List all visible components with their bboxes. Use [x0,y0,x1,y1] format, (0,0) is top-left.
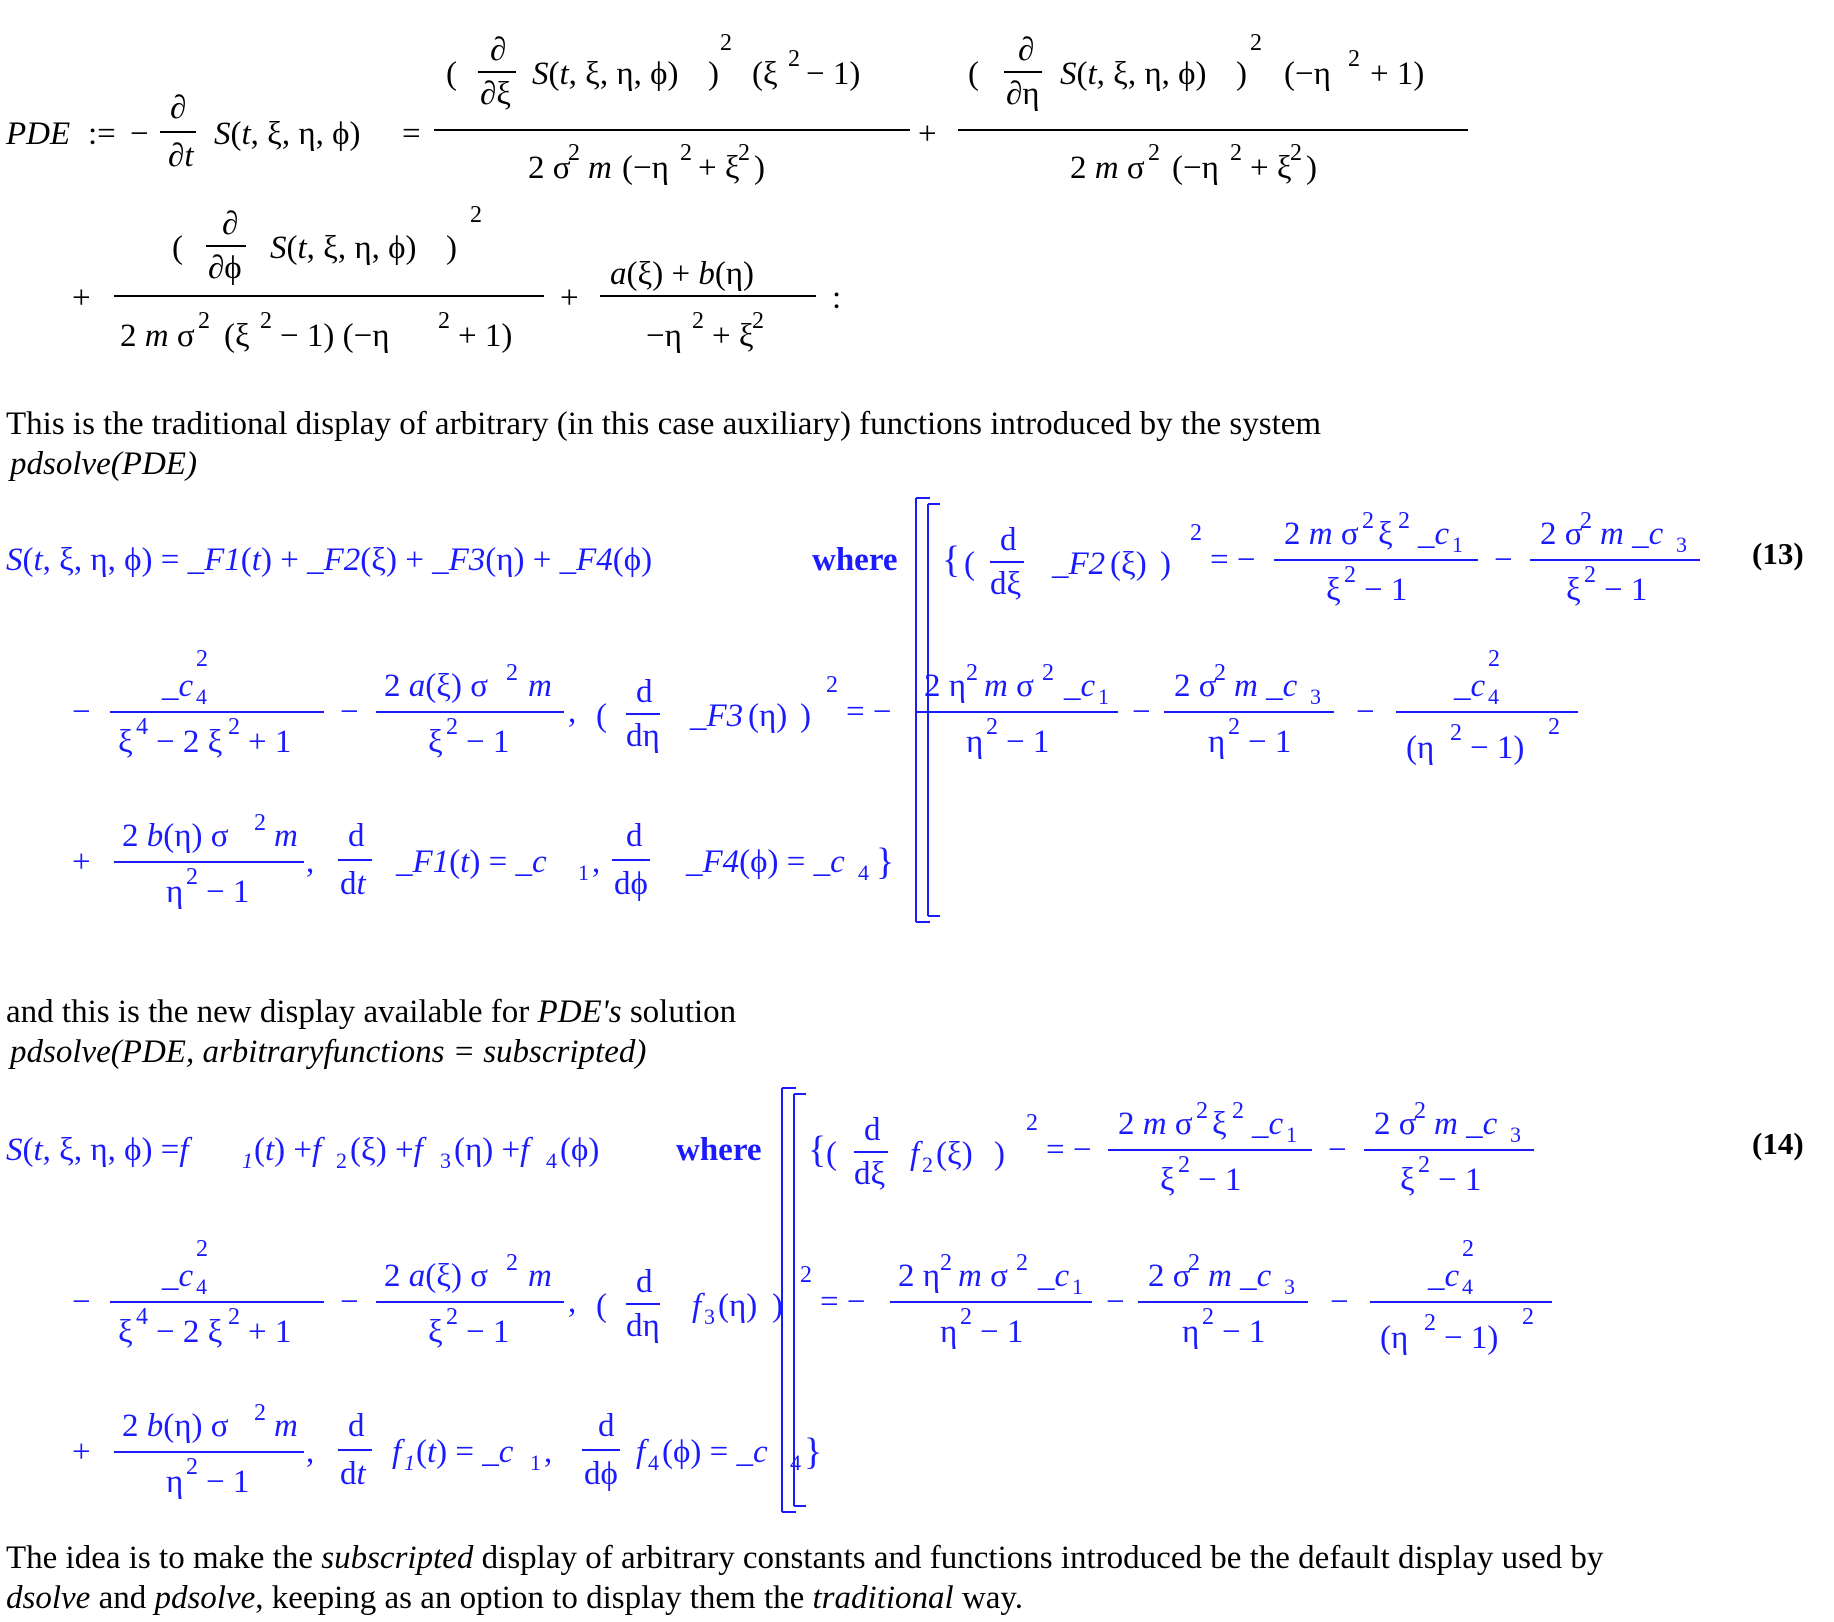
svg-text:− 1: − 1 [1604,572,1648,608]
svg-text::=: := [88,116,116,152]
svg-text:}: } [804,1431,823,1473]
svg-text:(: ( [596,698,607,734]
svg-text:− 1: − 1 [206,874,250,910]
svg-text:4: 4 [546,1148,557,1173]
svg-text:m _c: m _c [1208,1258,1272,1294]
svg-text:where: where [676,1132,762,1168]
svg-text:− 1: − 1 [206,1464,250,1500]
svg-text:): ) [1236,56,1247,92]
svg-text:d: d [626,818,643,854]
svg-text:2: 2 [1580,508,1592,534]
svg-text:): ) [1160,546,1171,582]
svg-text:(η): (η) [748,698,788,734]
svg-text:(η): (η) [718,1288,758,1324]
svg-text:2: 2 [1026,1110,1038,1136]
svg-text:− 1: − 1 [1006,724,1050,760]
svg-text:}: } [876,841,895,883]
svg-text:2 m σ: 2 m σ [1284,516,1359,552]
svg-text:= −: = − [846,694,892,730]
svg-text:2: 2 [1462,1236,1474,1262]
pde-label: PDE [6,116,71,152]
svg-text:(: ( [964,546,975,582]
svg-text:η: η [1208,724,1226,760]
svg-text:S(t, ξ, η, ϕ): S(t, ξ, η, ϕ) [1060,56,1207,92]
svg-text:,: , [568,1284,577,1320]
svg-text:d: d [348,1408,365,1444]
svg-text:(−η: (−η [622,150,669,186]
svg-text:∂: ∂ [222,206,239,242]
svg-text:2: 2 [1488,646,1500,672]
svg-text:1: 1 [1072,1274,1083,1299]
svg-text:∂ϕ: ∂ϕ [208,250,242,286]
svg-text:ξ: ξ [428,1314,443,1350]
svg-text:2: 2 [800,1262,812,1288]
svg-text:ξ: ξ [1326,572,1341,608]
pde-definition-math [0,0,1834,370]
svg-text:− 1: − 1 [980,1314,1024,1350]
svg-text:dt: dt [340,866,366,902]
svg-text:ξ: ξ [428,724,443,760]
svg-text:2: 2 [438,308,450,334]
svg-text:2: 2 [1548,714,1560,740]
svg-text:3: 3 [1310,684,1321,709]
svg-text:2: 2 [1398,508,1410,534]
svg-text:): ) [1306,150,1317,186]
svg-text:2: 2 [1188,1250,1200,1276]
svg-text:2: 2 [186,1454,198,1480]
svg-text:2 σ: 2 σ [1174,668,1217,704]
svg-text:(η: (η [1406,730,1435,766]
svg-text:− 1: − 1 [466,724,510,760]
svg-text:2: 2 [1250,30,1262,56]
svg-text:∂ξ: ∂ξ [480,76,512,112]
closing-text-2: display of arbitrary constants and functions introduced be the default display used by [481,1540,1604,1576]
svg-text:η: η [1182,1314,1200,1350]
svg-text:ξ: ξ [1400,1162,1415,1198]
svg-text:2: 2 [720,30,732,56]
svg-text:): ) [754,150,765,186]
svg-text:2: 2 [826,672,838,698]
svg-text:2 m σ: 2 m σ [120,318,195,354]
svg-text:2: 2 [196,1236,208,1262]
svg-text:= −: = − [1046,1132,1092,1168]
svg-text:ξ: ξ [1378,516,1393,552]
svg-text:2: 2 [1348,46,1360,72]
svg-text:1: 1 [530,1450,541,1475]
svg-text:,: , [306,844,315,880]
svg-text:∂: ∂ [490,32,507,68]
svg-text:2 σ: 2 σ [528,150,571,186]
svg-text:2: 2 [470,202,482,228]
svg-text:= −: = − [1210,542,1256,578]
svg-text:S(t, ξ, η, ϕ) =f: S(t, ξ, η, ϕ) =f [6,1132,189,1168]
svg-text:2: 2 [1214,660,1226,686]
svg-text:1: 1 [1452,532,1463,557]
svg-text:−: − [1106,1284,1125,1320]
svg-text:3: 3 [440,1148,451,1173]
svg-text:): ) [446,230,457,266]
svg-text:−: − [1328,1132,1347,1168]
svg-text:m _c: m _c [1600,516,1664,552]
svg-text:(η) +f: (η) +f [454,1132,530,1168]
svg-text:2: 2 [1232,1098,1244,1124]
svg-text:− 1: − 1 [1248,724,1292,760]
svg-text:1: 1 [578,860,589,885]
svg-text:+: + [918,116,937,152]
svg-text:): ) [708,56,719,92]
svg-text:+ ξ: + ξ [1250,150,1292,186]
svg-text:f: f [636,1434,646,1470]
svg-text:2: 2 [1362,508,1374,534]
svg-text:2: 2 [568,140,580,166]
svg-text:,: , [592,844,601,880]
svg-text:4: 4 [1488,684,1499,709]
svg-text:m σ: m σ [958,1258,1008,1294]
svg-text:(: ( [446,56,457,92]
svg-text:η: η [966,724,984,760]
svg-text:dη: dη [626,718,660,754]
svg-text:2: 2 [254,810,266,836]
svg-text:(ϕ): (ϕ) [560,1132,600,1168]
svg-text:_c: _c [162,668,194,704]
svg-text:− 1: − 1 [1364,572,1408,608]
svg-text:,: , [544,1434,553,1470]
svg-text:ξ: ξ [118,724,133,760]
svg-text:2: 2 [1418,1152,1430,1178]
closing-text-4: way. [961,1580,1024,1616]
svg-text:2: 2 [186,864,198,890]
svg-text:a(ξ) + b(η): a(ξ) + b(η) [610,256,755,292]
svg-text:2: 2 [680,140,692,166]
closing-dsolve: dsolve [6,1580,91,1616]
svg-text:3: 3 [1676,532,1687,557]
svg-text:+: + [72,1434,91,1470]
svg-text:2: 2 [446,714,458,740]
svg-text:m: m [528,668,552,704]
svg-text:3: 3 [1510,1122,1521,1147]
svg-text:d: d [598,1408,615,1444]
svg-text:−: − [1132,694,1151,730]
svg-text:(: ( [826,1136,837,1172]
svg-text:−: − [1330,1284,1349,1320]
svg-text:(−η: (−η [1284,56,1331,92]
svg-text:_F2: _F2 [1052,546,1106,582]
svg-text:2 m σ: 2 m σ [1118,1106,1193,1142]
svg-text:2: 2 [1450,720,1462,746]
svg-text:+ 1): + 1) [458,318,513,354]
svg-text:2: 2 [1522,1304,1534,1330]
svg-text:2: 2 [1414,1098,1426,1124]
svg-text:2: 2 [1190,520,1202,546]
svg-text:_c: _c [162,1258,194,1294]
svg-text:2: 2 [198,308,210,334]
svg-text:2: 2 [1178,1152,1190,1178]
svg-text:(η: (η [1380,1320,1409,1356]
svg-text:2 η: 2 η [924,668,967,704]
svg-text:S(t, ξ, η, ϕ) = _F1(t) + _F2(ξ: S(t, ξ, η, ϕ) = _F1(t) + _F2(ξ) + _F3(η) + _F4(ϕ) [6,542,653,578]
svg-text:−: − [340,1284,359,1320]
command-pdsolve-pde: pdsolve(PDE) [10,446,197,482]
svg-text:(ξ): (ξ) [1110,546,1147,582]
svg-text:S(t, ξ, η, ϕ): S(t, ξ, η, ϕ) [214,116,361,152]
svg-text:2: 2 [506,1250,518,1276]
closing-paragraph [6,1538,1826,1618]
svg-text:2 σ: 2 σ [1540,516,1583,552]
svg-text:2: 2 [506,660,518,686]
svg-text:dϕ: dϕ [584,1456,618,1492]
svg-text:1: 1 [242,1148,253,1173]
closing-traditional: traditional [812,1580,954,1616]
svg-text:4: 4 [136,1304,148,1330]
svg-text:ξ: ξ [118,1314,133,1350]
equation-number-14: (14) [1752,1126,1804,1161]
svg-text:(ϕ) = _c: (ϕ) = _c [662,1434,768,1470]
svg-text:(ξ: (ξ [752,56,778,92]
svg-text:−η: −η [646,318,682,354]
svg-text:1: 1 [1286,1122,1297,1147]
svg-text:_c: _c [1038,1258,1070,1294]
svg-text:4: 4 [196,1274,207,1299]
svg-text:∂: ∂ [1018,32,1035,68]
svg-text:m: m [588,150,612,186]
svg-text:2: 2 [738,140,750,166]
svg-text:1: 1 [404,1450,415,1475]
closing-pdsolve: pdsolve [154,1580,256,1616]
svg-text:where: where [812,542,898,578]
svg-text:2 m σ: 2 m σ [1070,150,1145,186]
svg-text:m σ: m σ [984,668,1034,704]
closing-subscripted: subscripted [321,1540,474,1576]
output-13-math [0,490,1834,940]
svg-text:d: d [864,1112,881,1148]
svg-text:S(t, ξ, η, ϕ): S(t, ξ, η, ϕ) [532,56,679,92]
svg-text:f: f [692,1288,702,1324]
closing-text-3: , keeping as an option to display them the [255,1580,805,1616]
svg-text:2: 2 [1584,562,1596,588]
svg-text:2: 2 [1344,562,1356,588]
svg-text:m _c: m _c [1434,1106,1498,1142]
svg-text:f: f [392,1434,402,1470]
svg-text:+ 1: + 1 [248,724,292,760]
svg-text:(t) +f: (t) +f [254,1132,322,1168]
svg-text:3: 3 [704,1304,715,1329]
svg-text:2: 2 [336,1148,347,1173]
svg-text:2: 2 [1196,1098,1208,1124]
svg-text:d: d [1000,522,1017,558]
closing-text-1: The idea is to make the [6,1540,313,1576]
svg-text:+: + [72,280,91,316]
svg-text:2 b(η) σ: 2 b(η) σ [122,1408,229,1444]
svg-text:−: − [72,1284,91,1320]
svg-text:η: η [166,874,184,910]
svg-text:∂: ∂ [170,90,187,126]
svg-text:_c: _c [1252,1106,1284,1142]
svg-text:−: − [1494,542,1513,578]
svg-text:_c: _c [1418,516,1450,552]
svg-text:2: 2 [446,1304,458,1330]
svg-text:(t) = _c: (t) = _c [416,1434,514,1470]
svg-text:− 1): − 1) [1470,730,1525,766]
svg-text:2: 2 [986,714,998,740]
svg-text:dξ: dξ [990,566,1022,602]
paragraph-new-display [6,992,736,1032]
svg-text:−: − [1356,694,1375,730]
svg-text:+ ξ: + ξ [698,150,740,186]
svg-text:2 b(η) σ: 2 b(η) σ [122,818,229,854]
svg-text:4: 4 [648,1450,659,1475]
svg-text:2 η: 2 η [898,1258,941,1294]
svg-text:ξ: ξ [1566,572,1581,608]
svg-text:(−η: (−η [1172,150,1219,186]
svg-text:+: + [72,844,91,880]
svg-text:+ ξ: + ξ [712,318,754,354]
svg-text:− 1: − 1 [1198,1162,1242,1198]
svg-text:2 a(ξ) σ: 2 a(ξ) σ [384,1258,488,1294]
svg-text::: : [832,280,842,316]
svg-text:2: 2 [960,1304,972,1330]
svg-text:,: , [568,694,577,730]
svg-text:2: 2 [752,308,764,334]
svg-text:,: , [306,1434,315,1470]
svg-text:(: ( [172,230,183,266]
svg-text:2: 2 [922,1152,933,1177]
svg-text:4: 4 [136,714,148,740]
paragraph2-end: solution [629,994,737,1030]
svg-text:− 1: − 1 [1438,1162,1482,1198]
svg-text:dξ: dξ [854,1156,886,1192]
svg-text:=: = [402,116,421,152]
svg-text:η: η [166,1464,184,1500]
svg-text:{: { [942,539,961,581]
svg-text:∂η: ∂η [1006,76,1040,112]
svg-text:(: ( [596,1288,607,1324]
svg-text:2: 2 [1230,140,1242,166]
svg-text:− 2 ξ: − 2 ξ [156,724,223,760]
svg-text:): ) [994,1136,1005,1172]
svg-text:2: 2 [692,308,704,334]
svg-text:2: 2 [254,1400,266,1426]
svg-text:− 1) (−η: − 1) (−η [280,318,390,354]
svg-text:_c: _c [1428,1258,1460,1294]
svg-text:2 σ: 2 σ [1374,1106,1417,1142]
svg-text:(ξ) +f: (ξ) +f [350,1132,423,1168]
command-pdsolve-subscripted: pdsolve(PDE, arbitraryfunctions = subscripted) [10,1034,647,1070]
svg-text:_F3: _F3 [690,698,744,734]
svg-text:_F1(t) = _c: _F1(t) = _c [396,844,547,880]
svg-text:4: 4 [1462,1274,1473,1299]
svg-text:2: 2 [1202,1304,1214,1330]
svg-text:= −: = − [820,1284,866,1320]
paragraph-traditional-display: This is the traditional display of arbitrary (in this case auxiliary) functions introduced by the system [6,406,1322,442]
svg-text:2: 2 [966,660,978,686]
svg-text:m: m [274,818,298,854]
svg-text:(ξ): (ξ) [936,1136,973,1172]
svg-text:− 1): − 1) [1444,1320,1499,1356]
svg-text:1: 1 [1098,684,1109,709]
svg-text:2: 2 [260,308,272,334]
svg-text:2: 2 [1148,140,1160,166]
svg-text:_F4(ϕ) = _c: _F4(ϕ) = _c [686,844,845,880]
svg-text:f: f [910,1136,920,1172]
svg-text:2: 2 [1228,714,1240,740]
svg-text:− 1: − 1 [466,1314,510,1350]
svg-text:m: m [274,1408,298,1444]
svg-text:(ξ: (ξ [224,318,250,354]
svg-text:2 a(ξ) σ: 2 a(ξ) σ [384,668,488,704]
svg-text:−: − [72,694,91,730]
svg-text:dt: dt [340,1456,366,1492]
paragraph2-text: and this is the new display available for [6,994,530,1030]
svg-text:): ) [800,698,811,734]
svg-text:2: 2 [1290,140,1302,166]
svg-text:+: + [560,280,579,316]
svg-text:m _c: m _c [1234,668,1298,704]
svg-text:+ 1: + 1 [248,1314,292,1350]
svg-text:{: { [808,1129,827,1171]
svg-text:4: 4 [196,684,207,709]
svg-text:4: 4 [858,860,869,885]
svg-text:2: 2 [788,46,800,72]
svg-text:− 2 ξ: − 2 ξ [156,1314,223,1350]
svg-text:ξ: ξ [1160,1162,1175,1198]
svg-text:2: 2 [196,646,208,672]
equation-number-13: (13) [1752,536,1804,571]
svg-text:2: 2 [1424,1310,1436,1336]
output-14-math [0,1080,1834,1530]
svg-text:4: 4 [790,1450,801,1475]
svg-text:2 σ: 2 σ [1148,1258,1191,1294]
svg-text:m: m [528,1258,552,1294]
svg-text:−: − [340,694,359,730]
paragraph2-pde-term: PDE's [537,994,622,1030]
svg-text:S(t, ξ, η, ϕ): S(t, ξ, η, ϕ) [270,230,417,266]
svg-text:(: ( [968,56,979,92]
svg-text:d: d [636,1264,653,1300]
svg-text:3: 3 [1284,1274,1295,1299]
svg-text:2: 2 [1042,660,1054,686]
svg-text:d: d [348,818,365,854]
svg-text:2: 2 [940,1250,952,1276]
svg-text:2: 2 [1016,1250,1028,1276]
svg-text:_c: _c [1454,668,1486,704]
svg-text:dϕ: dϕ [614,866,648,902]
closing-and: and [98,1580,147,1616]
svg-text:−: − [130,116,149,152]
svg-text:dη: dη [626,1308,660,1344]
svg-text:η: η [940,1314,958,1350]
svg-text:− 1: − 1 [1222,1314,1266,1350]
svg-text:2: 2 [228,1304,240,1330]
svg-text:ξ: ξ [1212,1106,1227,1142]
svg-text:2: 2 [228,714,240,740]
svg-text:∂t: ∂t [168,138,194,174]
svg-text:− 1): − 1) [806,56,861,92]
svg-text:_c: _c [1064,668,1096,704]
svg-text:+ 1): + 1) [1370,56,1425,92]
svg-text:): ) [772,1288,783,1324]
svg-text:d: d [636,674,653,710]
